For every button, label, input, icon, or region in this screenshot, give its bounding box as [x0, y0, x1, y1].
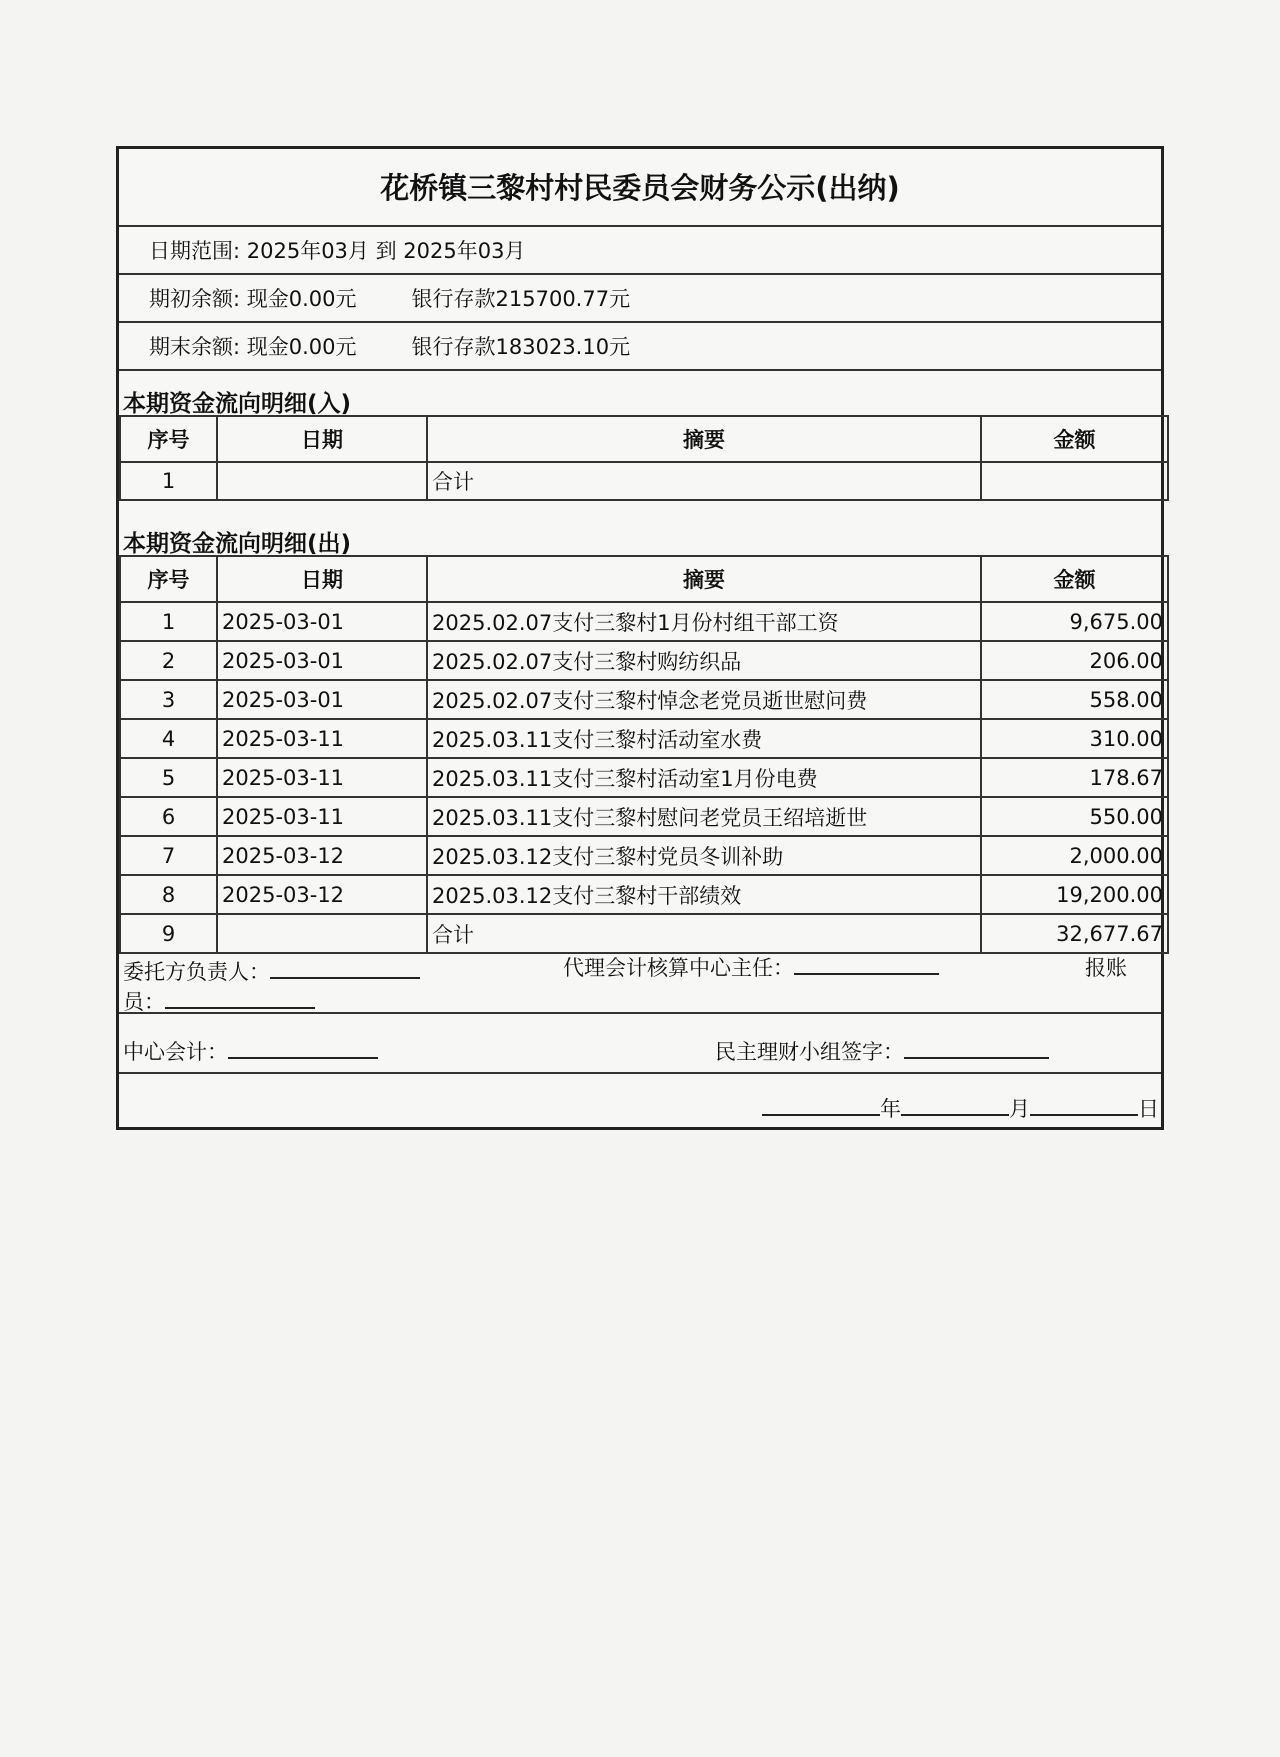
income-header-amount: 金额	[981, 416, 1168, 462]
expense-cell-amount: 19,200.00	[981, 875, 1168, 914]
opening-bank: 银行存款215700.77元	[411, 287, 631, 311]
day-label: 日	[1138, 1097, 1159, 1121]
income-cell-index: 1	[120, 462, 217, 500]
reimburse-label-b: 员：	[123, 990, 165, 1014]
center-accountant-signature	[123, 1036, 378, 1066]
expense-cell-amount: 178.67	[981, 758, 1168, 797]
reimburse-signature-line	[165, 989, 315, 1009]
expense-cell-date: 2025-03-11	[217, 797, 427, 836]
day-line	[1030, 1096, 1138, 1116]
table-row	[120, 836, 1168, 875]
income-header-date: 日期	[217, 416, 427, 462]
expense-header-row	[120, 556, 1168, 602]
closing-balance-row	[119, 323, 1161, 371]
income-cell-amount	[981, 462, 1168, 500]
expense-cell-date: 2025-03-01	[217, 680, 427, 719]
page-title: 花桥镇三黎村村民委员会财务公示(出纳)	[119, 149, 1161, 227]
expense-cell-date: 2025-03-12	[217, 836, 427, 875]
expense-cell-index: 3	[120, 680, 217, 719]
expense-header-date: 日期	[217, 556, 427, 602]
signature-row-2	[119, 1014, 1161, 1074]
expense-cell-index: 5	[120, 758, 217, 797]
table-row	[120, 914, 1168, 953]
table-row	[120, 875, 1168, 914]
closing-bank: 银行存款183023.10元	[411, 335, 631, 359]
month-line	[901, 1096, 1009, 1116]
expense-cell-summary: 2025.03.11支付三黎村活动室1月份电费	[427, 758, 981, 797]
opening-balance-row	[119, 275, 1161, 323]
expense-cell-date	[217, 914, 427, 953]
expense-cell-amount: 2,000.00	[981, 836, 1168, 875]
expense-cell-amount: 550.00	[981, 797, 1168, 836]
income-cell-date	[217, 462, 427, 500]
table-row	[120, 602, 1168, 641]
principal-label: 委托方负责人：	[123, 960, 270, 984]
expense-cell-amount: 558.00	[981, 680, 1168, 719]
expense-cell-summary: 2025.03.11支付三黎村活动室水费	[427, 719, 981, 758]
expense-cell-date: 2025-03-11	[217, 758, 427, 797]
center-director-signature-line	[794, 955, 939, 975]
expense-cell-index: 7	[120, 836, 217, 875]
finance-notice-sheet	[116, 146, 1164, 1130]
center-director-signature	[563, 952, 939, 982]
table-row	[120, 758, 1168, 797]
table-row	[120, 719, 1168, 758]
expense-cell-summary: 2025.03.12支付三黎村干部绩效	[427, 875, 981, 914]
expense-section-label: 本期资金流向明细(出)	[123, 531, 352, 557]
expense-cell-summary: 合计	[427, 914, 981, 953]
expense-cell-date: 2025-03-01	[217, 602, 427, 641]
expense-cell-amount: 32,677.67	[981, 914, 1168, 953]
expense-cell-index: 1	[120, 602, 217, 641]
expense-cell-index: 8	[120, 875, 217, 914]
income-table	[119, 415, 1169, 501]
expense-cell-date: 2025-03-12	[217, 875, 427, 914]
finance-group-signature	[715, 1036, 1049, 1066]
expense-cell-summary: 2025.03.11支付三黎村慰问老党员王绍培逝世	[427, 797, 981, 836]
expense-cell-index: 2	[120, 641, 217, 680]
expense-cell-amount: 9,675.00	[981, 602, 1168, 641]
expense-cell-index: 4	[120, 719, 217, 758]
expense-cell-summary: 2025.03.12支付三黎村党员冬训补助	[427, 836, 981, 875]
center-accountant-label: 中心会计：	[123, 1040, 228, 1064]
expense-header-summary: 摘要	[427, 556, 981, 602]
table-row	[120, 680, 1168, 719]
year-line	[762, 1096, 880, 1116]
income-cell-summary: 合计	[427, 462, 981, 500]
principal-signature	[123, 956, 420, 986]
income-header-row	[120, 416, 1168, 462]
finance-group-label: 民主理财小组签字：	[715, 1040, 904, 1064]
expense-cell-summary: 2025.02.07支付三黎村1月份村组干部工资	[427, 602, 981, 641]
expense-cell-date: 2025-03-01	[217, 641, 427, 680]
income-header-summary: 摘要	[427, 416, 981, 462]
expense-header-amount: 金额	[981, 556, 1168, 602]
month-label: 月	[1009, 1097, 1030, 1121]
closing-cash: 期末余额: 现金0.00元	[149, 335, 357, 359]
year-label: 年	[880, 1097, 901, 1121]
signature-date-row	[119, 1079, 1161, 1127]
reimburse-signature	[123, 986, 315, 1016]
table-row	[120, 641, 1168, 680]
principal-signature-line	[270, 959, 420, 979]
expense-cell-index: 6	[120, 797, 217, 836]
opening-cash: 期初余额: 现金0.00元	[149, 287, 357, 311]
expense-cell-index: 9	[120, 914, 217, 953]
expense-cell-summary: 2025.02.07支付三黎村悼念老党员逝世慰问费	[427, 680, 981, 719]
expense-header-index: 序号	[120, 556, 217, 602]
expense-cell-summary: 2025.02.07支付三黎村购纺织品	[427, 641, 981, 680]
center-accountant-signature-line	[228, 1039, 378, 1059]
expense-cell-date: 2025-03-11	[217, 719, 427, 758]
table-row	[120, 462, 1168, 500]
income-section-label: 本期资金流向明细(入)	[123, 391, 352, 417]
income-header-index: 序号	[120, 416, 217, 462]
date-range-row	[119, 227, 1161, 275]
signature-row-1	[119, 952, 1161, 1014]
expense-cell-amount: 206.00	[981, 641, 1168, 680]
date-range-text: 日期范围: 2025年03月 到 2025年03月	[149, 239, 526, 263]
table-row	[120, 797, 1168, 836]
reimburse-label-a: 报账	[1085, 956, 1127, 980]
signature-date	[762, 1093, 1159, 1123]
center-director-label: 代理会计核算中心主任：	[563, 956, 794, 980]
expense-table	[119, 555, 1169, 954]
expense-cell-amount: 310.00	[981, 719, 1168, 758]
finance-group-signature-line	[904, 1039, 1049, 1059]
